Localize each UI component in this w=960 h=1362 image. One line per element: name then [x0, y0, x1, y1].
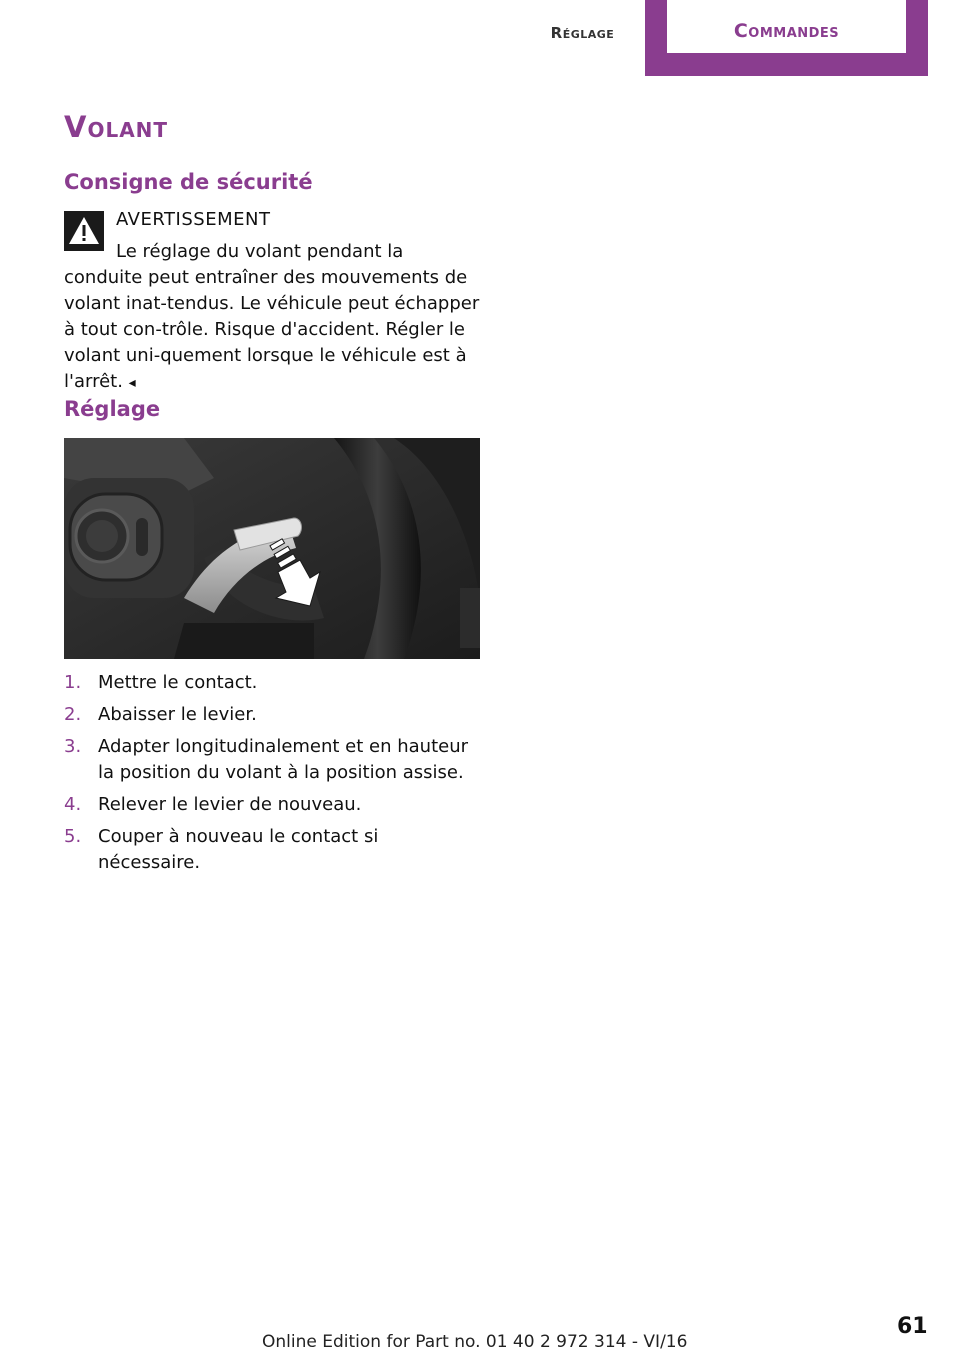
- adjust-steps-list: [64, 670, 484, 882]
- step-text: Mettre le contact.: [98, 672, 258, 693]
- warning-label: AVERTISSEMENT: [116, 209, 271, 230]
- list-item: [64, 702, 484, 728]
- step-number: 1.: [64, 672, 82, 693]
- page-title: Volant: [64, 110, 169, 144]
- lever-illustration-svg: [64, 438, 480, 659]
- step-text: Adapter longitudinalement et en hauteur la position du volant à la position assise.: [98, 736, 469, 783]
- step-number: 3.: [64, 736, 82, 757]
- warning-text: Le réglage du volant pendant la conduite peut entraîner des mouvements de volant inat-tendus. Le véhicule peut échapper à tout con-trôle. Risque d'accident. Régler le volant uni-quement lorsque le véhicule est à l'arrêt. ◂: [64, 241, 480, 392]
- header-chapter-label: Commandes: [733, 20, 840, 42]
- list-item: [64, 824, 484, 876]
- adjust-heading: Réglage: [64, 397, 161, 421]
- step-number: 5.: [64, 826, 82, 847]
- list-item: [64, 792, 484, 818]
- steering-lever-illustration: [64, 438, 480, 659]
- end-mark: ◂: [128, 375, 136, 391]
- step-text: Abaisser le levier.: [98, 704, 257, 725]
- header-chapter-tab: [645, 0, 928, 76]
- edition-footer: Online Edition for Part no. 01 40 2 972 314 - VI/16: [262, 1332, 688, 1352]
- step-number: 2.: [64, 704, 82, 725]
- list-item: [64, 670, 484, 696]
- step-number: 4.: [64, 794, 82, 815]
- header-section: Réglage: [550, 24, 615, 42]
- step-text: Couper à nouveau le contact si nécessaire.: [98, 826, 379, 873]
- list-item: [64, 734, 484, 786]
- step-text: Relever le levier de nouveau.: [98, 794, 362, 815]
- page-number: 61: [897, 1314, 928, 1339]
- safety-heading: Consigne de sécurité: [64, 170, 313, 194]
